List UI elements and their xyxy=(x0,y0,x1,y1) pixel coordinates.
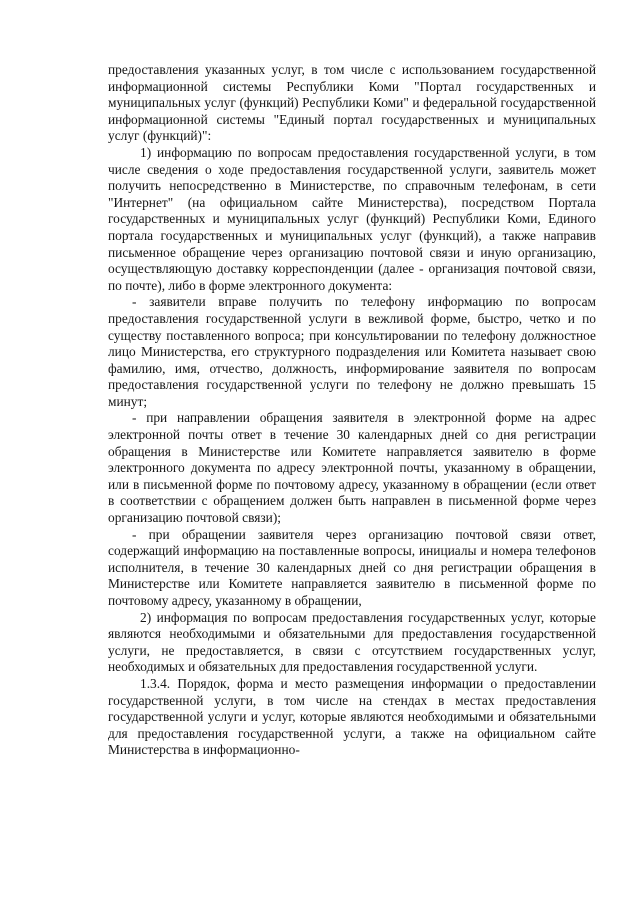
document-page xyxy=(108,62,596,759)
paragraph-bullet-phone: - заявители вправе получить по телефону информацию по вопросам предоставления государственной услуги в вежливой форме, быстро, четко и по существу поставленного вопроса; при консультировании по телефону должностное лицо Министерства, его структурного подразделения или Комитета называет свою фамилию, имя, отчество, должность, информирование заявителя по вопросам предоставления государственной услуги по телефону не должно превышать 15 минут; xyxy=(108,294,596,409)
paragraph-item-2: 2) информация по вопросам предоставления государственных услуг, которые являются необходимыми и обязательными для предоставления государственной услуги, не предоставляется, в связи с отсутствием государственных услуг, необходимых и обязательных для предоставления государственной услуги. xyxy=(108,609,596,675)
paragraph-section-1-3-4: 1.3.4. Порядок, форма и место размещения информации о предоставлении государственной услуги, в том числе на стендах в местах предоставления государственной услуги и услуг, которые являются необходимыми и обязательными для предоставления государственной услуги, а также на официальном сайте Министерства в информационно- xyxy=(108,675,596,758)
paragraph-bullet-post: - при обращении заявителя через организацию почтовой связи ответ, содержащий информацию на поставленные вопросы, инициалы и номера телефонов исполнителя, в течение 30 календарных дней со дня регистрации обращения в Министерстве или Комитете направляется заявителю в письменной форме по почтовому адресу, указанному в обращении, xyxy=(108,526,596,608)
paragraph-continuation: предоставления указанных услуг, в том числе с использованием государственной информационной системы Республики Коми "Портал государственных и муниципальных услуг (функций) Республики Коми" и федеральной государственной информационной системы "Единый портал государственных и муниципальных услуг (функций)": xyxy=(108,62,596,144)
paragraph-bullet-email: - при направлении обращения заявителя в электронной форме на адрес электронной почты ответ в течение 30 календарных дней со дня регистрации обращения в Министерстве или Комитете направляется заявителю в форме электронного документа по адресу электронной почты, указанному в обращении, или в письменной форме по почтовому адресу, указанному в обращении (если ответ в соответствии с обращением должен быть направлен в письменной форме через организацию почтовой связи); xyxy=(108,410,596,526)
paragraph-item-1: 1) информацию по вопросам предоставления государственной услуги, в том числе сведения о ходе предоставления государственной услуги, заявитель может получить непосредственно в Министерстве, по справочным телефонам, в сети "Интернет" (на официальном сайте Министерства), посредством Портала государственных и муниципальных услуг (функций) Республики Коми, Единого портала государственных и муниципальных услуг (функций), а также направив письменное обращение через организацию почтовой связи и иную организацию, осуществляющую доставку корреспонденции (далее - организация почтовой связи, по почте), либо в форме электронного документа: xyxy=(108,144,596,293)
